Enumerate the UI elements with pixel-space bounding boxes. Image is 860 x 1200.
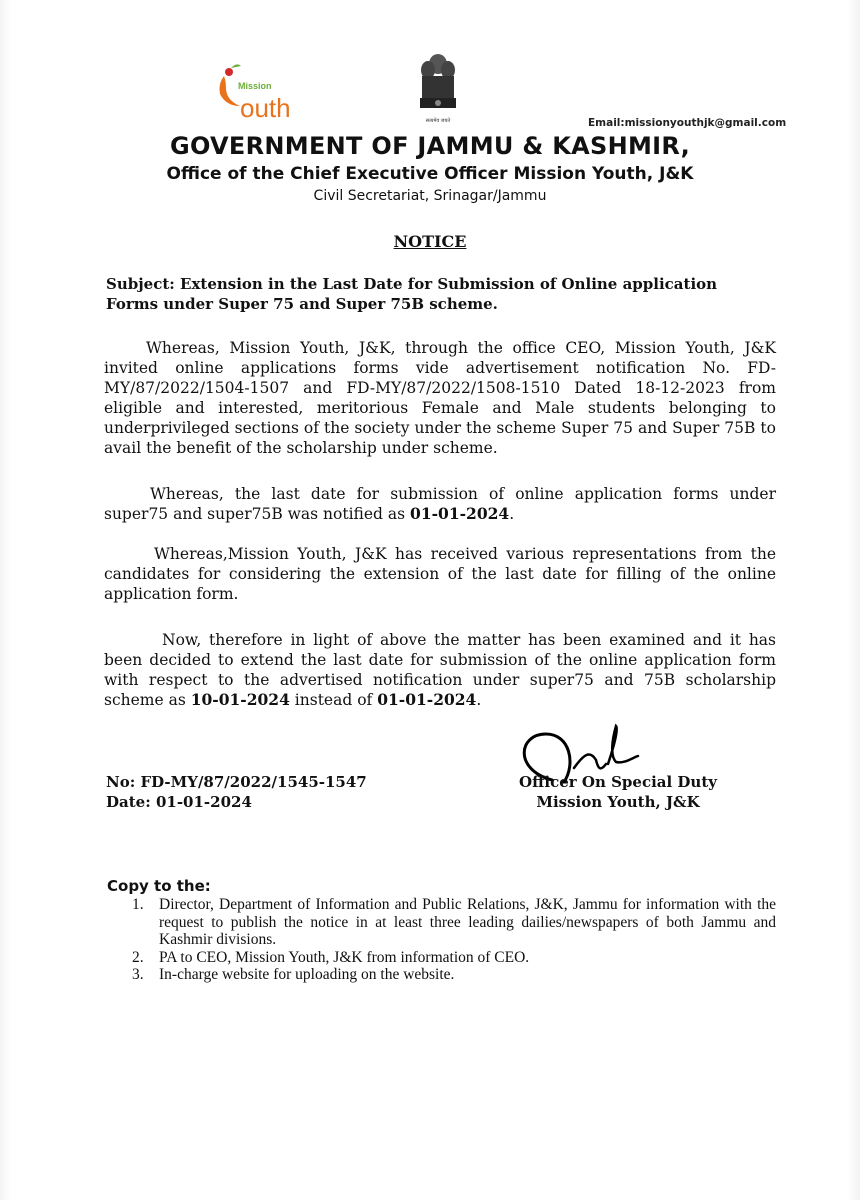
previous-last-date: 01-01-2024 bbox=[377, 690, 477, 709]
paragraph-4-mid: instead of bbox=[289, 691, 378, 709]
list-item-number: 1. bbox=[132, 896, 144, 913]
copy-to-heading: Copy to the: bbox=[107, 877, 211, 895]
signatory-office: Mission Youth, J&K bbox=[536, 793, 700, 811]
contact-email: Email:missionyouthjk@gmail.com bbox=[588, 117, 787, 129]
extended-last-date: 10-01-2024 bbox=[190, 690, 290, 709]
paragraph-1-text: Whereas, Mission Youth, J&K, through the office CEO, Mission Youth, J&K invited online applications forms vide advertisement notification No. FD-MY/87/2022/1504-1507 and FD-MY/87/2022/1508-1510 Dated 18-12-2023 from eligible and interested, meritorious Female and Male students belonging to underprivileged sections of the society under the scheme Super 75 and Super 75B to avail the benefit of the scholarship under scheme. bbox=[104, 339, 776, 457]
office-address: Civil Secretariat, Srinagar/Jammu bbox=[313, 188, 547, 204]
government-title: GOVERNMENT OF JAMMU & KASHMIR, bbox=[169, 132, 691, 160]
signatory-block bbox=[510, 772, 726, 812]
mission-youth-logo bbox=[212, 62, 312, 126]
notice-heading: NOTICE bbox=[393, 232, 467, 251]
notice-subject: Subject: Extension in the Last Date for Submission of Online application Forms under Super 75 and Super 75B scheme. bbox=[106, 275, 718, 313]
list-item-number: 3. bbox=[132, 966, 144, 983]
svg-text:Mission: Mission bbox=[238, 81, 272, 91]
list-item bbox=[106, 949, 776, 967]
paragraph-4-end: . bbox=[476, 691, 482, 709]
list-item-text: PA to CEO, Mission Youth, J&K from information of CEO. bbox=[159, 948, 530, 966]
signatory-title: Officer On Special Duty bbox=[519, 773, 717, 791]
svg-text:सत्यमेव जयते: सत्यमेव जयते bbox=[425, 118, 451, 124]
paragraph-3-text: Whereas,Mission Youth, J&K has received various representations from the candidates for considering the extension of the last date for filling of the online application form. bbox=[104, 545, 776, 603]
reference-number: No: FD-MY/87/2022/1545-1547 bbox=[106, 773, 367, 791]
paragraph-4 bbox=[104, 630, 776, 710]
svg-text:outh: outh bbox=[240, 93, 291, 123]
paragraph-3 bbox=[104, 544, 776, 604]
office-title: Office of the Chief Executive Officer Mission Youth, J&K bbox=[166, 164, 694, 184]
list-item bbox=[106, 966, 776, 984]
paragraph-2-end: . bbox=[509, 505, 515, 523]
list-item-text: In-charge website for uploading on the website. bbox=[159, 966, 455, 983]
paragraph-2-text: Whereas, the last date for submission of online application forms under super75 and super75B was notified as bbox=[104, 485, 776, 523]
reference-date: Date: 01-01-2024 bbox=[106, 793, 252, 811]
paragraph-4-text: Now, therefore in light of above the matter has been examined and it has been decided to extend the last date for submission of the online application form with respect to the advertised notification under super75 and 75B scholarship scheme as bbox=[104, 631, 776, 709]
list-item bbox=[106, 896, 776, 949]
list-item-text: Director, Department of Information and Public Relations, J&K, Jammu for information with the request to publish the notice in at least three leading dailies/newspapers of both Jammu and Kashmir divisions. bbox=[159, 896, 776, 948]
copy-to-list bbox=[106, 896, 776, 984]
reference-block bbox=[106, 772, 367, 812]
paragraph-1 bbox=[104, 338, 776, 458]
paragraph-2 bbox=[104, 484, 776, 524]
original-last-date: 01-01-2024 bbox=[410, 504, 510, 523]
national-emblem bbox=[415, 50, 461, 126]
list-item-number: 2. bbox=[132, 948, 144, 966]
